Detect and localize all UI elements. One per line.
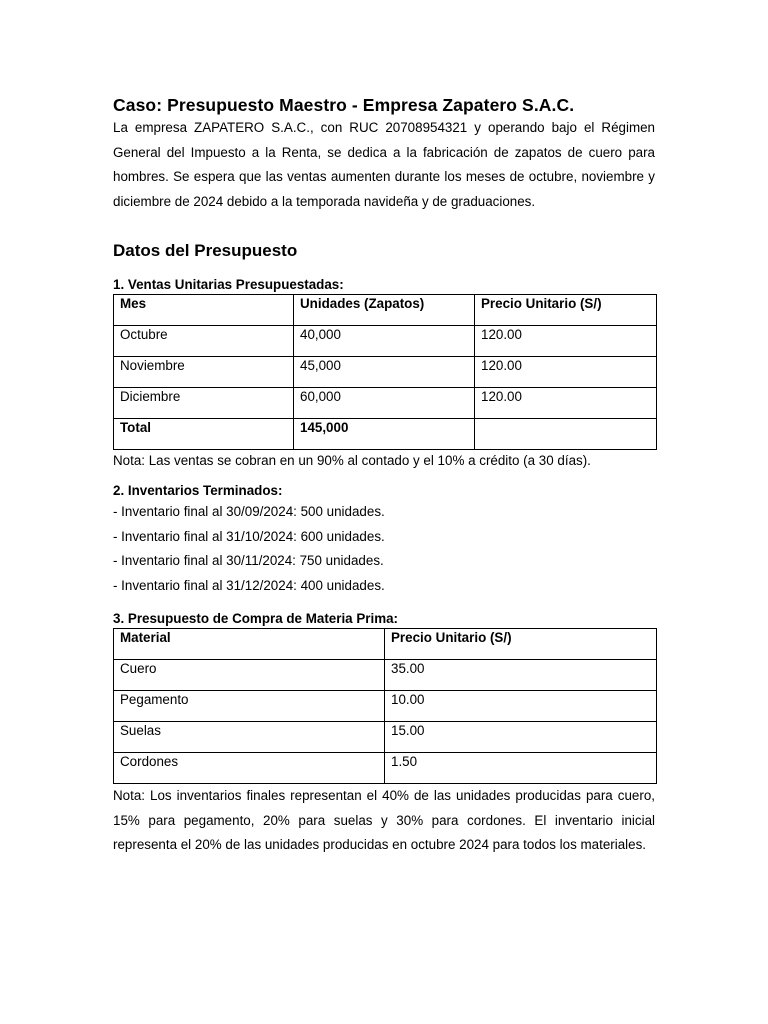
table-cell: 40,000 xyxy=(294,326,475,357)
table-header-row xyxy=(114,295,657,326)
table-cell: 145,000 xyxy=(294,419,475,450)
table-cell: 120.00 xyxy=(475,357,657,388)
table-header-row xyxy=(114,629,657,660)
table-cell: 120.00 xyxy=(475,326,657,357)
table-cell: Cuero xyxy=(114,660,385,691)
table-cell: Pegamento xyxy=(114,691,385,722)
table-cell: 60,000 xyxy=(294,388,475,419)
materials-note: Nota: Los inventarios finales representan el 40% de las unidades producidas para cuero, 15% para pegamento, 20% para suelas y 30% para cordones. El inventario inicial representa el 20% de las unidades producidas en octubre 2024 para todos los materiales. xyxy=(113,788,655,852)
list-item: - Inventario final al 31/12/2024: 400 unidades. xyxy=(113,577,385,593)
inventory-list xyxy=(113,500,655,598)
table-cell: Noviembre xyxy=(114,357,294,388)
table-cell: 1.50 xyxy=(385,753,657,784)
table-cell: Total xyxy=(114,419,294,450)
table-row xyxy=(114,691,657,722)
table-cell: Diciembre xyxy=(114,388,294,419)
table-row xyxy=(114,326,657,357)
list-item: - Inventario final al 31/10/2024: 600 unidades. xyxy=(113,528,385,544)
column-header: Precio Unitario (S/) xyxy=(475,295,657,326)
intro-paragraph: La empresa ZAPATERO S.A.C., con RUC 20708954321 y operando bajo el Régimen General del Impuesto a la Renta, se dedica a la fabricación de zapatos de cuero para hombres. Se espera que las ventas aumenten durante los meses de octubre, noviembre y diciembre de 2024 debido a la temporada navideña y de graduaciones. xyxy=(113,120,655,209)
table-row xyxy=(114,753,657,784)
sales-section-title: 1. Ventas Unitarias Presupuestadas: xyxy=(113,277,344,292)
column-header: Unidades (Zapatos) xyxy=(294,295,475,326)
column-header: Material xyxy=(114,629,385,660)
table-cell: 15.00 xyxy=(385,722,657,753)
table-cell: 35.00 xyxy=(385,660,657,691)
column-header: Mes xyxy=(114,295,294,326)
table-total-row xyxy=(114,419,657,450)
list-item: - Inventario final al 30/09/2024: 500 unidades. xyxy=(113,504,385,519)
table-cell: 10.00 xyxy=(385,691,657,722)
table-cell: Suelas xyxy=(114,722,385,753)
table-cell: 45,000 xyxy=(294,357,475,388)
materials-table xyxy=(113,628,657,784)
sales-table xyxy=(113,294,657,450)
table-row xyxy=(114,722,657,753)
table-row xyxy=(114,388,657,419)
table-row xyxy=(114,357,657,388)
table-cell: 120.00 xyxy=(475,388,657,419)
table-row xyxy=(114,660,657,691)
materials-section-title: 3. Presupuesto de Compra de Materia Prima: xyxy=(113,611,399,626)
table-cell xyxy=(475,419,657,450)
document-content xyxy=(113,94,655,858)
list-item: - Inventario final al 30/11/2024: 750 unidades. xyxy=(113,553,384,568)
table-cell: Cordones xyxy=(114,753,385,784)
document-title: Caso: Presupuesto Maestro - Empresa Zapatero S.A.C. xyxy=(113,95,575,115)
section-heading: Datos del Presupuesto xyxy=(113,241,298,260)
inventory-section-title: 2. Inventarios Terminados: xyxy=(113,483,283,498)
sales-note: Nota: Las ventas se cobran en un 90% al contado y el 10% a crédito (a 30 días). xyxy=(113,453,591,468)
column-header: Precio Unitario (S/) xyxy=(385,629,657,660)
table-cell: Octubre xyxy=(114,326,294,357)
